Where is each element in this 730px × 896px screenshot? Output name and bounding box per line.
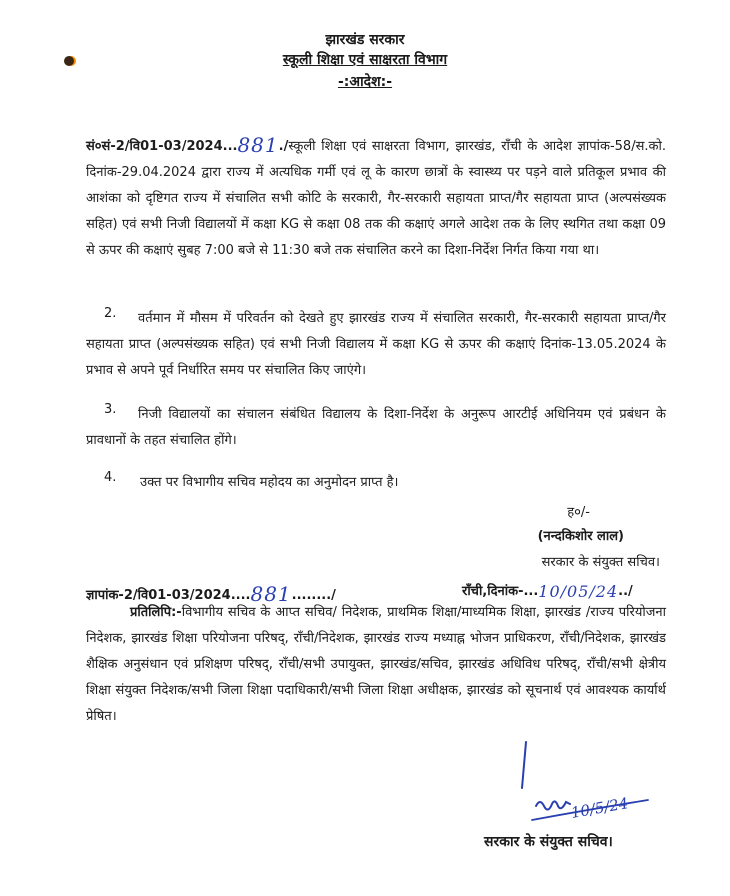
memo-date-suffix: ../ (618, 584, 633, 599)
handwritten-memo-number: 881 (250, 582, 292, 606)
paragraph-4-body: उक्त पर विभागीय सचिव महोदय का अनुमोदन प्राप्त है। (140, 475, 399, 490)
header-department: स्कूली शिक्षा एवं साक्षरता विभाग (282, 52, 448, 68)
order-reference-prefix: सं०सं-2/वि01-03/2024... (86, 139, 238, 154)
paragraph-2-number: 2. (104, 306, 117, 321)
signature-sd: ह०/- (567, 505, 590, 520)
paragraph-3-body: निजी विद्यालयों का संचालन संबंधित विद्यालय के दिशा-निर्देश के अनुरूप आरटीई अधिनियम एवं प्रबंधन के प्रावधानों के तहत संचालित होंगे। (86, 407, 666, 448)
handwritten-memo-date: 10/05/24 (538, 582, 619, 601)
handwritten-signature-date: 10/5/24 (569, 794, 630, 822)
header-order-title: -:आदेश:- (337, 74, 393, 90)
memo-date-prefix: राँची,दिनांक-... (462, 584, 539, 599)
paragraph-1 (86, 130, 666, 264)
paragraph-2-body: वर्तमान में मौसम में परिवर्तन को देखते हुए झारखंड राज्य में संचालित सरकारी, गैर-सरकारी सहायता प्राप्त/गैर सहायता प्राप्त (अल्पसंख्यक सहित) एवं सभी निजी विद्यालय में कक्षा KG से ऊपर की कक्षाएं दिनांक-13.05.2024 के प्रभाव से अपने पूर्व निर्धारित समय पर संचालित किए जाएंगे। (86, 311, 666, 378)
copy-body: विभागीय सचिव के आप्त सचिव/ निदेशक, प्राथमिक शिक्षा/माध्यमिक शिक्षा, झारखंड /राज्य परियोजना निदेशक, झारखंड शिक्षा परियोजना परिषद्, राँची/निदेशक, झारखंड राज्य मध्याह्न भोजन प्राधिकरण, राँची/निदेशक, झारखंड शैक्षिक अनुसंधान एवं प्रशिक्षण परिषद्, राँची/सभी उपायुक्त, झारखंड/सचिव, झारखंड अधिविध परिषद्, राँची/सभी क्षेत्रीय शिक्षा संयुक्त निदेशक/सभी जिला शिक्षा पदाधिकारी/सभी जिला शिक्षा अधीक्षक, झारखंड को सूचनार्थ एवं आवश्यक कार्यार्थ प्रेषित। (86, 605, 666, 724)
paragraph-4-number: 4. (104, 470, 117, 485)
paragraph-3-number: 3. (104, 402, 117, 417)
copy-label: प्रतिलिपि:- (130, 605, 182, 620)
copy-distribution (86, 600, 666, 730)
order-reference-suffix: ./ (278, 139, 289, 154)
memo-suffix: ......../ (291, 588, 336, 603)
memo-date (462, 580, 633, 599)
handwritten-order-number: 881 (237, 133, 279, 157)
final-designation: सरकार के संयुक्त सचिव। (484, 834, 613, 850)
signatory-name: (नन्दकिशोर लाल) (537, 529, 624, 544)
header-government: झारखंड सरकार (325, 32, 405, 48)
paragraph-1-body: स्कूली शिक्षा एवं साक्षरता विभाग, झारखंड, राँची के आदेश ज्ञापांक-58/स.को. दिनांक-29.04.2024 द्वारा राज्य में अत्यधिक गर्मी एवं लू के कारण छात्रों के स्वास्थ्य पर पड़ने वाले प्रतिकूल प्रभाव की आशंका को दृष्टिगत राज्य में संचालित सभी कोटि के सरकारी, गैर-सरकारी सहायता प्राप्त/गैर सहायता प्राप्त (अल्पसंख्यक सहित) एवं सभी निजी विद्यालयों में कक्षा KG से कक्षा 08 तक की कक्षाएं अगले आदेश तक के लिए स्थगित तथा कक्षा 09 से ऊपर की कक्षाएं सुबह 7:00 बजे से 11:30 बजे तक संचालित करने का दिशा-निर्देश निर्गत किया गया था। (86, 139, 666, 258)
signatory-designation: सरकार के संयुक्त सचिव। (541, 555, 660, 570)
memo-prefix: ज्ञापांक-2/वि01-03/2024.... (86, 588, 251, 603)
